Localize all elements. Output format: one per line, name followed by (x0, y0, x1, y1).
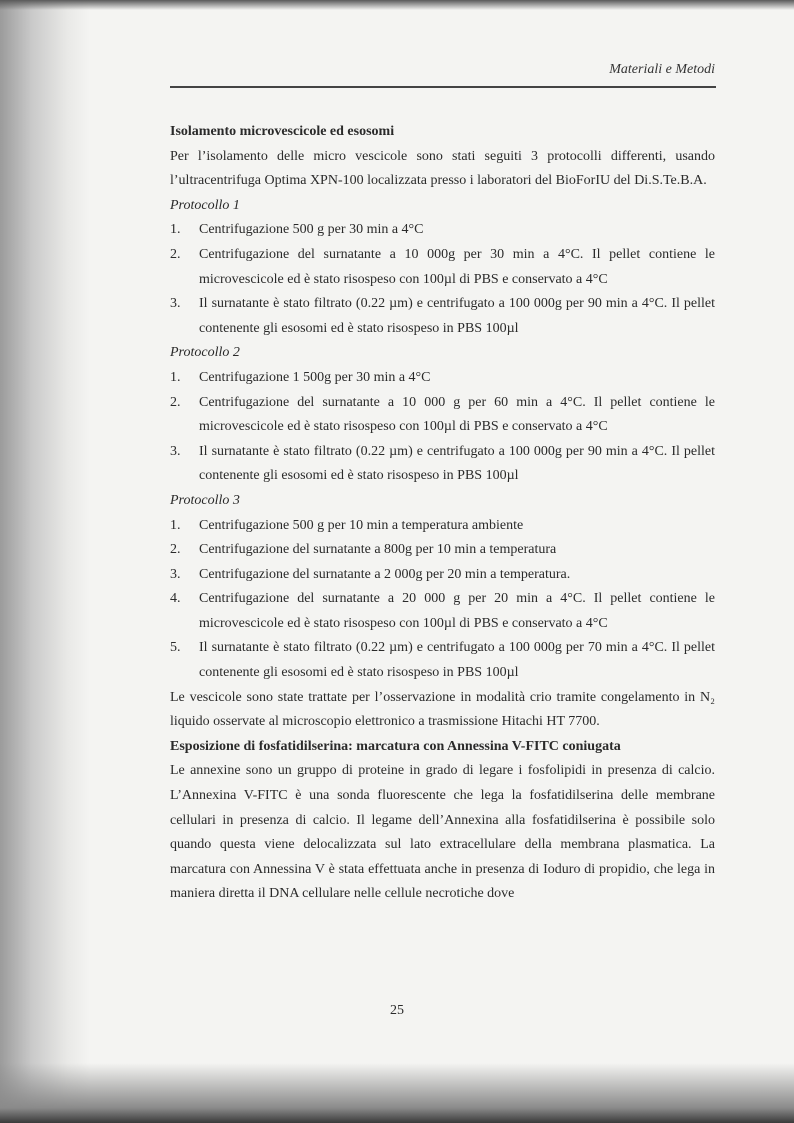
list-number: 1. (170, 369, 181, 385)
list-item (170, 366, 715, 391)
scan-shadow-left (0, 0, 90, 1123)
list-item (170, 563, 715, 588)
list-item (170, 514, 715, 539)
list-text: Il surnatante è stato filtrato (0.22 µm) e centrifugato a 100 000g per 90 min a 4°C. Il pellet contenente gli esosomi ed è stato risospeso in PBS 100µl (199, 443, 715, 484)
closing-paragraph: Le vescicole sono state trattate per l’osservazione in modalità crio tramite congelamento in N₂ liquido osservate al microscopio elettronico a trasmissione Hitachi HT 7700. (170, 689, 715, 730)
list-text: Centrifugazione 1 500g per 30 min a 4°C (199, 369, 431, 385)
scan-shadow-bottom (0, 1063, 794, 1123)
page-number: 25 (390, 1003, 404, 1018)
section-heading-isolamento: Isolamento microvescicole ed esosomi (170, 124, 395, 139)
scan-shadow-top (0, 0, 794, 10)
list-text: Centrifugazione del surnatante a 2 000g per 20 min a temperatura. (199, 566, 571, 582)
protocol-3-title: Protocollo 3 (170, 492, 240, 508)
header-rule (170, 86, 716, 88)
list-text: Centrifugazione 500 g per 10 min a temperatura ambiente (199, 517, 524, 533)
intro-paragraph: Per l’isolamento delle micro vescicole sono stati seguiti 3 protocolli differenti, usando l’ultracentrifuga Optima XPN-100 localizzata presso i laboratori del BioForIU del Di.S.Te.B.A. (170, 148, 715, 189)
protocol-2-title: Protocollo 2 (170, 345, 240, 361)
list-number: 2. (170, 246, 181, 262)
list-item (170, 538, 715, 563)
list-text: Il surnatante è stato filtrato (0.22 µm) e centrifugato a 100 000g per 90 min a 4°C. Il pellet contenente gli esosomi ed è stato risospeso in PBS 100µl (199, 296, 715, 336)
list-text: Centrifugazione del surnatante a 10 000 g per 60 min a 4°C. Il pellet contiene le microvescicole ed è stato risospeso con 100µl di PBS e conservato a 4°C (199, 394, 715, 435)
list-number: 3. (170, 566, 181, 582)
list-item (170, 218, 715, 243)
list-item (170, 292, 715, 341)
list-item (170, 587, 715, 636)
annexin-paragraph: Le annexine sono un gruppo di proteine in grado di legare i fosfolipidi in presenza di calcio. L’Annexina V-FITC è una sonda fluorescente che lega la fosfatidilserina delle membrane cellulari in presenza di calcio. Il legame dell’Annexina alla fosfatidilserina è possibile solo quando questa viene delocalizzata sul lato extracellulare della membrana plasmatica. La marcatura con Annessina V è stata effettuata anche in presenza di Ioduro di propidio, che lega in maniera diretta il DNA cellulare nelle cellule necrotiche dove (170, 763, 715, 902)
list-item (170, 243, 715, 292)
list-item (170, 391, 715, 440)
running-header: Materiali e Metodi (609, 62, 715, 77)
list-number: 3. (170, 443, 181, 459)
list-text: Centrifugazione del surnatante a 10 000g per 30 min a 4°C. Il pellet contiene le microvescicole ed è stato risospeso con 100µl di PBS e conservato a 4°C (199, 246, 715, 287)
section-heading-fosfatidilserina: Esposizione di fosfatidilserina: marcatura con Annessina V-FITC coniugata (170, 738, 621, 754)
list-item (170, 440, 715, 489)
list-text: Il surnatante è stato filtrato (0.22 µm) e centrifugato a 100 000g per 70 min a 4°C. Il pellet contenente gli esosomi ed è stato risospeso in PBS 100µl (199, 640, 715, 681)
list-number: 1. (170, 222, 181, 238)
list-number: 1. (170, 517, 181, 533)
list-number: 2. (170, 542, 181, 558)
list-number: 2. (170, 394, 181, 410)
list-text: Centrifugazione del surnatante a 20 000 g per 20 min a 4°C. Il pellet contiene le microvescicole ed è stato risospeso con 100µl di PBS e conservato a 4°C (199, 591, 715, 631)
list-number: 4. (170, 591, 181, 607)
protocol-1-title: Protocollo 1 (170, 197, 240, 213)
page-content (170, 120, 715, 907)
list-number: 5. (170, 640, 181, 656)
list-text: Centrifugazione 500 g per 30 min a 4°C (199, 222, 424, 238)
list-number: 3. (170, 296, 181, 312)
list-text: Centrifugazione del surnatante a 800g per 10 min a temperatura (199, 542, 557, 558)
list-item (170, 636, 715, 685)
